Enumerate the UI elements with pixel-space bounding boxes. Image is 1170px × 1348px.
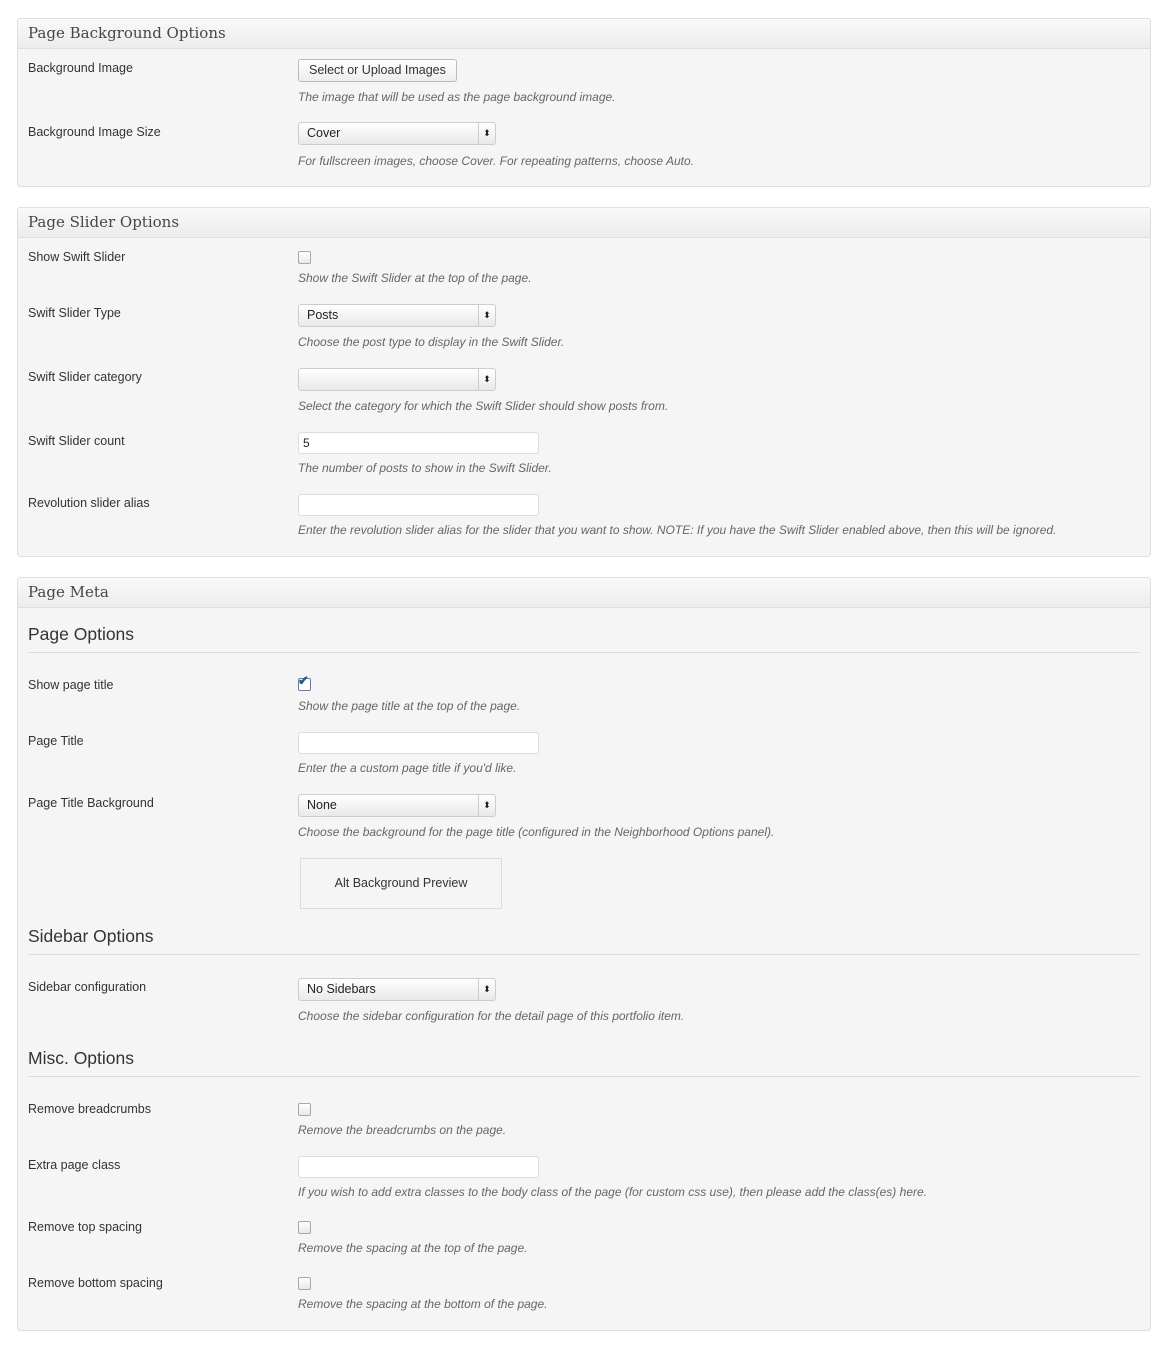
show-swift-slider-checkbox[interactable] <box>298 251 311 264</box>
revolution-slider-alias-input[interactable] <box>298 494 539 516</box>
extra-page-class-description: If you wish to add extra classes to the body class of the page (for custom css use), then please add the class(es) here. <box>298 1185 927 1199</box>
page-options-heading: Page Options <box>28 624 1140 653</box>
page-title-label: Page Title <box>28 734 84 748</box>
alt-background-preview: Alt Background Preview <box>300 858 502 909</box>
page-title-input[interactable] <box>298 732 539 754</box>
background-image-description: The image that will be used as the page background image. <box>298 90 616 104</box>
select-value: Posts <box>307 308 339 322</box>
background-image-size-description: For fullscreen images, choose Cover. For repeating patterns, choose Auto. <box>298 154 694 168</box>
swift-slider-type-label: Swift Slider Type <box>28 306 121 320</box>
swift-slider-type-select[interactable] <box>298 304 496 327</box>
revolution-slider-alias-label: Revolution slider alias <box>28 496 150 510</box>
checkmark-icon: ✔ <box>298 673 309 688</box>
updown-arrow-icon: ⬍ <box>478 305 495 326</box>
box-title: Page Background Options <box>18 19 1150 49</box>
remove-top-spacing-label: Remove top spacing <box>28 1220 142 1234</box>
sidebar-configuration-description: Choose the sidebar configuration for the detail page of this portfolio item. <box>298 1009 685 1023</box>
remove-breadcrumbs-checkbox[interactable] <box>298 1103 311 1116</box>
page-title-background-select[interactable] <box>298 794 496 817</box>
sidebar-options-heading: Sidebar Options <box>28 926 1140 955</box>
box-title: Page Slider Options <box>18 208 1150 238</box>
remove-bottom-spacing-checkbox[interactable] <box>298 1277 311 1290</box>
swift-slider-category-label: Swift Slider category <box>28 370 142 384</box>
swift-slider-category-select[interactable] <box>298 368 496 391</box>
sidebar-configuration-select[interactable] <box>298 978 496 1001</box>
select-value: Cover <box>307 126 341 140</box>
remove-breadcrumbs-description: Remove the breadcrumbs on the page. <box>298 1123 507 1137</box>
show-swift-slider-label: Show Swift Slider <box>28 250 126 264</box>
misc-options-heading: Misc. Options <box>28 1048 1140 1077</box>
swift-slider-count-input[interactable]: 5 <box>298 432 539 454</box>
background-image-label: Background Image <box>28 61 133 75</box>
updown-arrow-icon: ⬍ <box>478 795 495 816</box>
remove-bottom-spacing-label: Remove bottom spacing <box>28 1276 163 1290</box>
show-swift-slider-description: Show the Swift Slider at the top of the page. <box>298 271 532 285</box>
remove-top-spacing-checkbox[interactable] <box>298 1221 311 1234</box>
revolution-slider-alias-description: Enter the revolution slider alias for the slider that you want to show. NOTE: If you have the Swift Slider enabled above, then this will be ignored. <box>298 523 1057 537</box>
sidebar-configuration-label: Sidebar configuration <box>28 980 147 994</box>
select-value: No Sidebars <box>307 982 376 996</box>
extra-page-class-input[interactable] <box>298 1156 539 1178</box>
remove-bottom-spacing-description: Remove the spacing at the bottom of the page. <box>298 1297 548 1311</box>
updown-arrow-icon: ⬍ <box>478 123 495 144</box>
swift-slider-count-label: Swift Slider count <box>28 434 125 448</box>
show-page-title-description: Show the page title at the top of the page. <box>298 699 521 713</box>
show-page-title-checkbox[interactable] <box>298 673 311 691</box>
page-slider-options-box <box>17 207 1151 557</box>
swift-slider-category-description: Select the category for which the Swift Slider should show posts from. <box>298 399 669 413</box>
extra-page-class-label: Extra page class <box>28 1158 121 1172</box>
show-page-title-label: Show page title <box>28 678 114 692</box>
page-title-background-description: Choose the background for the page title (configured in the Neighborhood Options panel). <box>298 825 775 839</box>
page-background-options-box <box>17 18 1151 187</box>
swift-slider-count-description: The number of posts to show in the Swift Slider. <box>298 461 552 475</box>
background-image-size-label: Background Image Size <box>28 125 161 139</box>
page-meta-box <box>17 577 1151 1331</box>
remove-breadcrumbs-label: Remove breadcrumbs <box>28 1102 151 1116</box>
swift-slider-type-description: Choose the post type to display in the Swift Slider. <box>298 335 565 349</box>
select-upload-images-button[interactable]: Select or Upload Images <box>298 59 457 82</box>
page-title-description: Enter the a custom page title if you'd like. <box>298 761 517 775</box>
select-value: None <box>307 798 337 812</box>
updown-arrow-icon: ⬍ <box>478 979 495 1000</box>
page-title-background-label: Page Title Background <box>28 796 154 810</box>
background-image-size-select[interactable] <box>298 122 496 145</box>
updown-arrow-icon: ⬍ <box>478 369 495 390</box>
remove-top-spacing-description: Remove the spacing at the top of the page. <box>298 1241 528 1255</box>
box-title: Page Meta <box>18 578 1150 608</box>
